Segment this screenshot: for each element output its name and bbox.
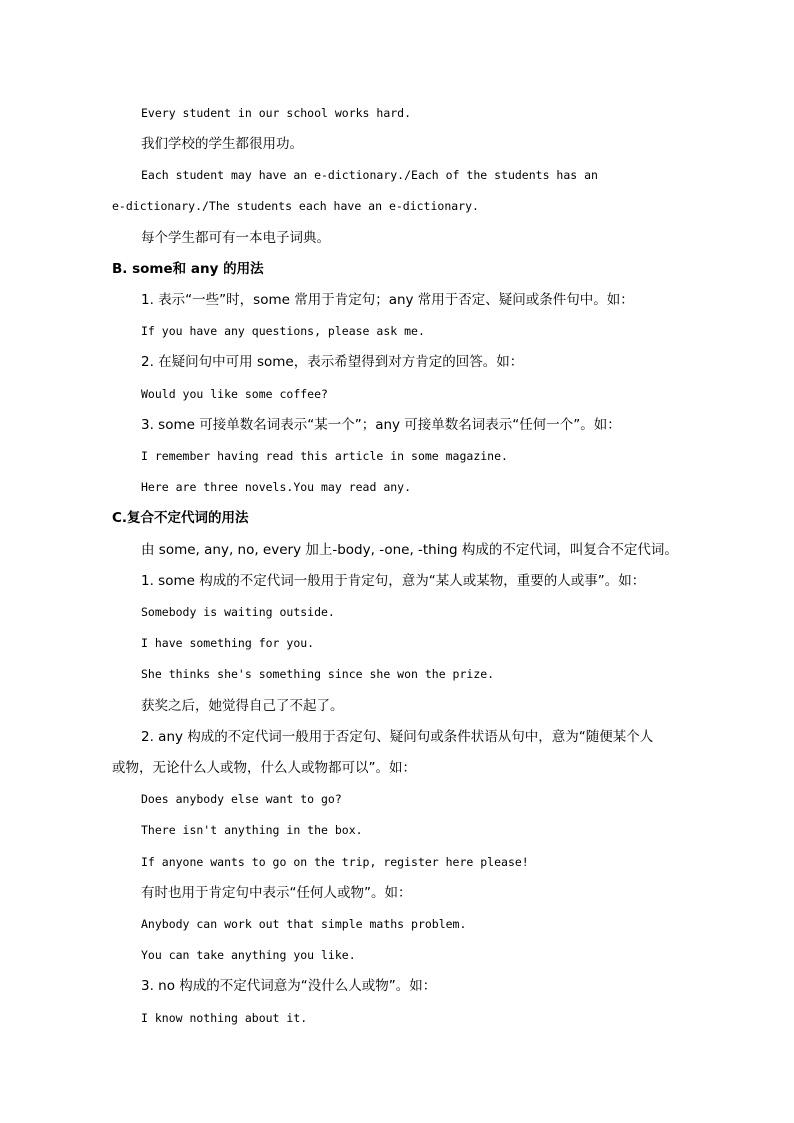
translation: 获奖之后，她觉得自己了不起了。 xyxy=(141,698,344,714)
example-sentence: Here are three novels.You may read any. xyxy=(141,480,412,494)
rule-text: 1. some 构成的不定代词一般用于肯定句，意为“某人或某物，重要的人或事”。如： xyxy=(141,573,646,589)
example-sentence: Somebody is waiting outside. xyxy=(141,605,335,619)
example-sentence: Anybody can work out that simple maths problem. xyxy=(141,917,467,931)
example-sentence: Each student may have an e-dictionary./Each of the students has an xyxy=(141,168,598,182)
translation: 每个学生都可有一本电子词典。 xyxy=(141,230,330,246)
example-sentence: There isn't anything in the box. xyxy=(141,823,363,837)
example-sentence: I remember having read this article in some magazine. xyxy=(141,449,508,463)
rule-text: 有时也用于肯定句中表示“任何人或物”。如： xyxy=(141,885,412,901)
rule-text: 1. 表示“一些”时，some 常用于肯定句；any 常用于否定、疑问或条件句中。如： xyxy=(141,292,634,308)
section-heading: B. some和 any 的用法 xyxy=(112,261,264,277)
example-sentence: If anyone wants to go on the trip, register here please! xyxy=(141,855,529,869)
rule-text: 或物，无论什么人或物，什么人或物都可以”。如： xyxy=(112,760,416,776)
example-sentence: I know nothing about it. xyxy=(141,1011,308,1025)
example-sentence: I have something for you. xyxy=(141,636,315,650)
rule-text: 2. 在疑问句中可用 some，表示希望得到对方肯定的回答。如： xyxy=(141,354,524,370)
example-sentence: Every student in our school works hard. xyxy=(141,106,412,120)
example-sentence: e-dictionary./The students each have an e-dictionary. xyxy=(112,199,479,213)
example-sentence: If you have any questions, please ask me. xyxy=(141,324,425,338)
rule-text: 由 some, any, no, every 加上-body, -one, -thing 构成的不定代词，叫复合不定代词。 xyxy=(141,542,678,558)
example-sentence: Would you like some coffee? xyxy=(141,387,328,401)
example-sentence: She thinks she's something since she won the prize. xyxy=(141,667,495,681)
example-sentence: Does anybody else want to go? xyxy=(141,792,342,806)
rule-text: 2. any 构成的不定代词一般用于否定句、疑问句或条件状语从句中，意为“随便某个人 xyxy=(141,729,654,745)
example-sentence: You can take anything you like. xyxy=(141,948,356,962)
translation: 我们学校的学生都很用功。 xyxy=(141,136,303,152)
section-heading: C.复合不定代词的用法 xyxy=(112,510,249,526)
rule-text: 3. some 可接单数名词表示“某一个”；any 可接单数名词表示“任何一个”。如： xyxy=(141,417,621,433)
rule-text: 3. no 构成的不定代词意为“没什么人或物”。如： xyxy=(141,978,437,994)
